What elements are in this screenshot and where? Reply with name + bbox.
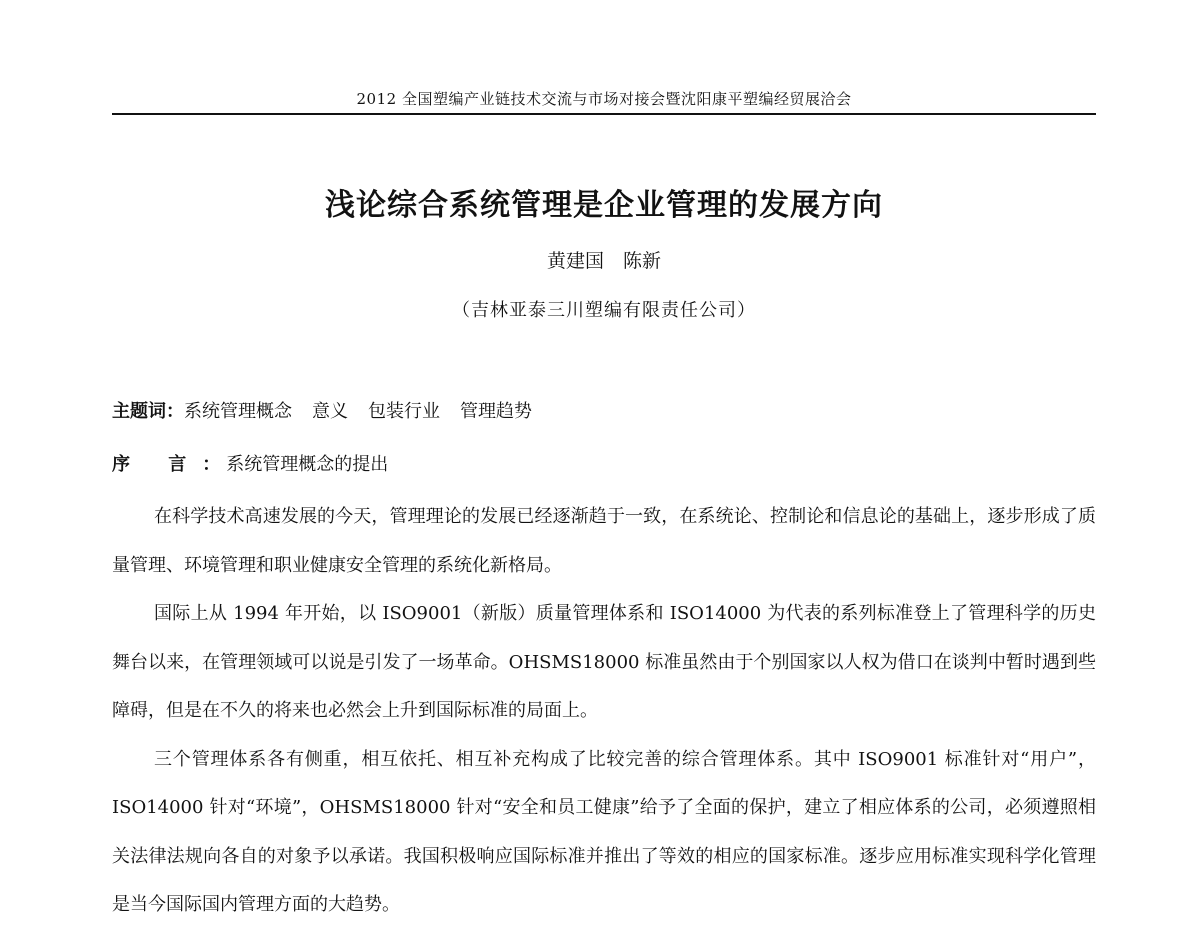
body-paragraph: 三个管理体系各有侧重，相互依托、相互补充构成了比较完善的综合管理体系。其中 ISO9001 标准针对“用户”，ISO14000 针对“环境”，OHSMS18000 针对“安全和员工健康”给予了全面的保护，建立了相应体系的公司，必须遵照相关法律法规向各自的对象予以承诺。我国积极响应国际标准并推出了等效的相应的国家标准。逐步应用标准实现科学化管理是当今国际国内管理方面的大趋势。 xyxy=(112,748,1096,915)
preface-line xyxy=(112,450,1096,476)
keyword: 意义 xyxy=(312,401,348,422)
keyword: 包装行业 xyxy=(368,401,440,422)
article-authors: 黄建国 陈新 xyxy=(546,250,661,272)
keyword: 系统管理概念 xyxy=(184,401,292,422)
article-title: 浅论综合系统管理是企业管理的发展方向 xyxy=(325,188,883,223)
body-paragraph: 国际上从 1994 年开始，以 ISO9001（新版）质量管理体系和 ISO14000 为代表的系列标准登上了管理科学的历史舞台以来，在管理领域可以说是引发了一场革命。OHSMS18000 标准虽然由于个别国家以人权为借口在谈判中暂时遇到些障碍，但是在不久的将来也必然会上升到国际标准的局面上。 xyxy=(112,603,1096,721)
keywords-line xyxy=(112,397,1096,423)
preface-label: 序 言： xyxy=(112,454,237,475)
keyword: 管理趋势 xyxy=(460,401,532,422)
keywords-label: 主题词： xyxy=(112,401,184,422)
running-header: 2012 全国塑编产业链技术交流与市场对接会暨沈阳康平塑编经贸展洽会 xyxy=(356,90,852,108)
body-paragraph: 在科学技术高速发展的今天，管理理论的发展已经逐渐趋于一致，在系统论、控制论和信息论的基础上，逐步形成了质量管理、环境管理和职业健康安全管理的系统化新格局。 xyxy=(112,506,1096,576)
article-affiliation: （吉林亚泰三川塑编有限责任公司） xyxy=(452,300,756,321)
header-rule xyxy=(112,113,1096,115)
body-text xyxy=(112,493,1096,930)
preface-text: 系统管理概念的提出 xyxy=(226,454,389,475)
